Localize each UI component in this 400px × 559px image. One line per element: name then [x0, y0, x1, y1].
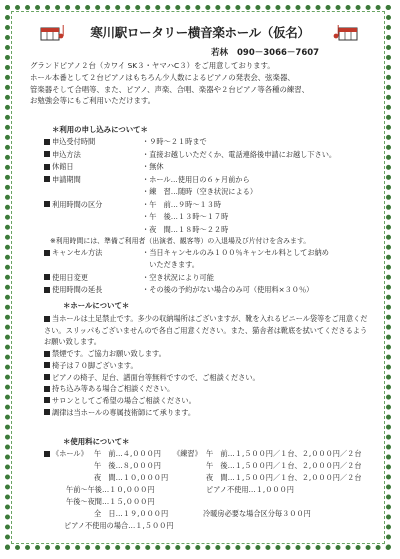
hall-rule: 持ち込み等ある場合ご相談ください。 — [44, 383, 374, 395]
bullet-square-icon — [44, 351, 50, 357]
usage-label: 申込受付時間 — [52, 137, 96, 146]
bullet-square-icon — [44, 386, 50, 392]
usage-value: ・午 後…１３時～１７時 — [142, 212, 229, 221]
hall-rule: 調律は当ホールの専属技術師にて承ります。 — [44, 407, 374, 419]
hall-rule: 椅子は７０脚ございます。 — [44, 360, 374, 372]
usage-value: ・当日キャンセルのみ１００％キャンセル料としてお納め — [142, 248, 329, 257]
usage-label: 使用日変更 — [52, 272, 88, 282]
intro-line: お勉強会等にもご利用いただけます。 — [30, 96, 156, 106]
fees-heading: ＊使用料について＊ — [63, 437, 130, 446]
intro-line: グランドピアノ２台（カワイ SK３・ヤマハC３）をご用意しております。 — [30, 61, 275, 70]
usage-value: ・直接お越しいただくか、電話連絡後申請にお越し下さい。 — [142, 149, 337, 159]
bullet-square-icon — [44, 164, 50, 170]
bullet-square-icon — [44, 397, 50, 403]
hall-rule: サロンとしてご希望の場合ご相談ください。 — [44, 395, 374, 407]
bullet-square-icon — [44, 274, 50, 280]
bullet-square-icon — [44, 409, 50, 415]
bullet-square-icon — [44, 151, 50, 157]
hall-rule: 禁煙です。ご協力お願い致します。 — [44, 348, 374, 360]
contact-tel: 090－3066－7607 — [237, 48, 320, 58]
usage-value: ・無休 — [142, 162, 164, 171]
bullet-square-icon — [44, 250, 50, 256]
usage-value: ・空き状況により可能 — [142, 272, 214, 282]
hall-heading: ＊ホールについて＊ — [63, 301, 130, 310]
hall-rules-list — [44, 313, 374, 418]
contact-line — [211, 46, 319, 58]
contact-name: 若林 — [211, 48, 229, 58]
practice-fee-label: 《練習》 — [173, 449, 202, 458]
usage-label: 利用時間の区分 — [52, 199, 103, 209]
hall-fee-no-piano: ピアノ不使用の場合…１,５００円 — [64, 521, 174, 530]
hall-rule: 当ホールは土足禁止です。多少の収納場所はございますが、靴を入れるビニール袋等をご用意ください。スリッパもございませんので各自ご用意ください。また、猫舎者は靴底を拭いてくださるようお願い致します。 — [44, 314, 368, 347]
usage-value: ・その後の予約がない場合のみ可（使用料×３０％） — [142, 285, 314, 294]
usage-label: キャンセル方法 — [52, 248, 103, 257]
bullet-square-icon — [44, 451, 50, 457]
bullet-square-icon — [44, 287, 50, 293]
intro-line: 管楽器そして合唱等、また、ピアノ、声楽、合唱、楽器や２台ピアノ等各種の練習、 — [30, 84, 310, 94]
usage-value: ・９時～２１時まで — [142, 137, 207, 146]
usage-value: いただきます。 — [142, 259, 199, 269]
usage-label: 休館日 — [52, 162, 74, 171]
hall-fee-label: 《ホール》 — [52, 449, 88, 458]
hall-rule: ピアノの椅子、足台、譜面台等無料ですので、ご相談ください。 — [44, 372, 374, 384]
piano-note-icon-left — [40, 22, 66, 42]
bullet-square-icon — [44, 201, 50, 207]
practice-fee-no-piano: ピアノ不使用…１,０００円 — [206, 485, 294, 494]
bullet-square-icon — [44, 139, 50, 145]
intro-line: ホール本番として２台ピアノはもちろん少人数によるピアノの発表会、弦楽器、 — [30, 72, 295, 82]
usage-label: 申請期間 — [52, 174, 81, 184]
page-title: 寒川駅ロータリー横音楽ホール（仮名） — [90, 25, 310, 40]
bullet-square-icon — [44, 316, 50, 322]
usage-value: ・ホール…使用日の６ヶ月前から — [142, 174, 250, 184]
intro-text — [30, 60, 370, 107]
bullet-square-icon — [44, 176, 50, 182]
usage-label: 申込方法 — [52, 149, 81, 159]
usage-label: 使用時間の延長 — [52, 285, 103, 294]
piano-note-icon-right — [333, 22, 359, 42]
flyer-page: 寒川駅ロータリー横音楽ホール（仮名） 若林 090－3066－7607 グランドピアノ２台（カワイ SK３・ヤマハC３）をご用意しております。 ホール本番として２台ピアノはもちろん少人数によるピアノの発表会、弦楽器、 管楽器そして合唱等、また、ピアノ、声楽、合唱、楽器や２台ピアノ等各種の練習、 お勉強会等にもご利用いただけます。 ＊利用の申し込みについて＊ 申込受付時間 ・９時～２１時まで 申込方法 ・直接お越しいただくか、電話連絡後申請にお越し下さい。 休館日 ・無休 申請期間 ・ホール…使用日の６ヶ月前から ・練 習…随時（空き状況による） 利用時間の区分 ・午 前…９時～１３時 ・午 後…１３時～１７時 ・夜 間…１８時～２２時 ※利用時間には、準備ご利用者（出演者、観客等）の入退場及び片付けを含みます。 キャンセル方法 ・当日キャンセルのみ１００％キャンセル料としてお納め いただきます。 使用日変更 ・空き状況により可能 使用時間の延長 ・その後の予約がない場合のみ可（使用料×３０％） ＊ホールについて＊ 当ホールは土足禁止です。多少の収納場所はございますが、靴を入れるビニール袋等をご用意ください。スリッパもございませんので各自ご用意ください。また、猫舎者は靴底を拭いてくださるようお願い致します。 禁煙です。ご協力お願い致します。 椅子は７０脚ございます。 ピアノの椅子、足台、譜面台等無料ですので、ご相談ください。 持ち込み等ある場合ご相談ください。 サロンとしてご希望の場合ご相談ください。 調律は当ホールの専属技術師にて承ります。 ＊使用料について＊ 《ホール》 午 前…４,０００円 午 後…８,０００円 夜 間…１０,０００円 午前～午後…１０,０００円 午後～夜間…１５,０００円 全 日…１９,０００円 ピアノ不使用の場合…１,５００円 《練習》 午 前…１,５００円／１台、２,０００円／２台 午 後…１,５００円／１台、２,０００円／２台 夜 間…１,５００円／１台、２,０００円／２台 ピアノ不使用…１,０００円 冷暖房必要な場合区分毎３００円 — [0, 0, 400, 559]
usage-value: ・夜 間…１８時～２２時 — [142, 224, 229, 234]
usage-value: ・練 習…随時（空き状況による） — [142, 187, 258, 196]
bullet-square-icon — [44, 362, 50, 368]
usage-heading: ＊利用の申し込みについて＊ — [52, 125, 148, 134]
bullet-square-icon — [44, 374, 50, 380]
usage-value: ・午 前…９時～１３時 — [142, 199, 222, 209]
aircon-fee: 冷暖房必要な場合区分毎３００円 — [203, 509, 311, 518]
usage-note: ※利用時間には、準備ご利用者（出演者、観客等）の入退場及び片付けを含みます。 — [50, 237, 311, 245]
